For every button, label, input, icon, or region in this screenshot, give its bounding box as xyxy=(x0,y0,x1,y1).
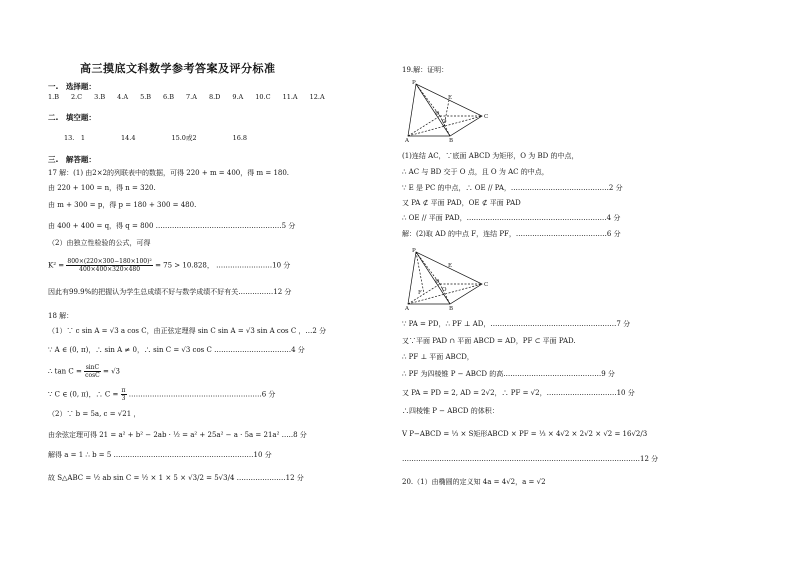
text-line: ∴ OE // 平面 PAD，……………………………………………………4 分 xyxy=(402,214,621,222)
choice-answer-item: 3.B xyxy=(94,93,106,101)
choice-answer-item: 4.A xyxy=(117,93,129,101)
vertex-label: C xyxy=(484,114,489,120)
text-line: 17 解：(1) 由2×2的列联表中的数据，可得 220 + m = 400，得 m = 180. xyxy=(48,169,290,177)
formula-lhs: 故 S△ABC = xyxy=(48,474,92,482)
section-heading-fill: 二. 填空题： xyxy=(48,113,96,122)
vertex-label: A xyxy=(405,138,409,142)
text-line: （2）∵ b = 5a, c = √21 ， xyxy=(48,410,141,418)
choice-answer-item: 10.C xyxy=(255,93,271,101)
formula-rhs: = √3 xyxy=(102,367,120,376)
vertex-label: P xyxy=(412,80,416,86)
vertex-label: D xyxy=(435,279,440,285)
formula-lhs: ∵ C ∈ (0, π)，∴ C = xyxy=(48,390,119,399)
vertex-label: B xyxy=(449,138,454,142)
text-line: 又∵平面 PAD ∩ 平面 ABCD = AD，PF ⊂ 平面 PAD. xyxy=(402,337,576,345)
question-heading: 19.解：证明： xyxy=(402,66,449,74)
text-line: ∵ E 是 PC 的中点，∴ OE // PA，……………………………………2 分 xyxy=(402,184,623,192)
choice-answer-item: 5.B xyxy=(140,93,152,101)
text-line: 20.（1）由椭圆的定义知 4a = 4√2，a = √2 xyxy=(402,478,546,486)
fill-answer-item: 16.8 xyxy=(232,134,248,142)
text-line: （1）∵ c sin A = √3 a cos C，由正弦定理得 sin C sin A = √3 sin A cos C ，…2 分 xyxy=(48,327,327,335)
choice-answer-item: 2.C xyxy=(70,93,83,101)
fill-answer-item: 13. 1 xyxy=(64,134,85,142)
section-heading-choice: 一. 选择题： xyxy=(48,82,96,91)
fraction-denominator: 400×400×320×480 xyxy=(79,266,141,273)
choice-answer-item: 1.B xyxy=(48,93,59,101)
vertex-label: E xyxy=(448,95,453,101)
fill-answer-item: 14.4 xyxy=(120,134,136,142)
formula-k2 xyxy=(48,258,290,273)
fraction-denominator: cosC xyxy=(85,372,100,379)
vertex-label: A xyxy=(405,306,409,310)
formula-tan xyxy=(48,364,120,379)
vertex-label: D xyxy=(435,111,440,117)
text-line: (1)连结 AC，∵底面 ABCD 为矩形，O 为 BD 的中点， xyxy=(402,152,579,160)
fraction xyxy=(121,387,127,402)
text-line: ∴ AC 与 BD 交于 O 点，且 O 为 AC 的中点， xyxy=(402,168,549,176)
fraction xyxy=(84,364,101,379)
choice-answer-item: 6.B xyxy=(163,93,175,101)
text-line: 由 220 + 100 = n，得 n = 320. xyxy=(48,184,156,192)
formula-rhs: ½ ab sin C = ½ × 1 × 5 × √3/2 = 5√3/4 …………………12 分 xyxy=(93,474,304,482)
text-line: 由余弦定理可得 21 = a² + b² − 2ab · ½ = a² + 25a² − a · 5a = 21a² …..8 分 xyxy=(48,431,307,439)
vertex-label: E xyxy=(448,263,453,269)
vertex-label: C xyxy=(484,282,489,288)
formula-rhs: = 75 > 10.828， ……………………10 分 xyxy=(155,261,291,270)
text-line: 又 PA ⊄ 平面 PAD，OE ⊄ 平面 PAD xyxy=(402,199,521,207)
pyramid-figure-1 xyxy=(404,80,494,142)
fill-answer-item: 15.0或2 xyxy=(171,134,197,142)
fraction-denominator: 3 xyxy=(121,395,126,402)
text-line: 解得 a = 1 ∴ b = 5 ……………………………………………………10 分 xyxy=(48,451,272,459)
vertex-label: O xyxy=(442,119,447,125)
vertex-label: B xyxy=(449,306,454,310)
text-line: 因此有99.9%的把握认为学生总成绩不好与数学成绩不好有关……………12 分 xyxy=(48,288,292,296)
choice-answer-item: 9.A xyxy=(232,93,244,101)
pyramid-figure-2 xyxy=(404,248,494,310)
fraction-numerator: 800×(220×300−180×100)² xyxy=(67,258,152,265)
choice-answer-item: 12.A xyxy=(309,93,325,101)
text-line: 由 400 + 400 = q，得 q = 800 ………………………………………………5 分 xyxy=(48,222,296,230)
formula-rhs: …………………………………………………6 分 xyxy=(128,390,276,399)
page-title: 高三摸底文科数学参考答案及评分标准 xyxy=(80,62,276,75)
formula-lhs: ∴ tan C = xyxy=(48,367,82,376)
choice-answer-item: 8.D xyxy=(208,93,221,101)
text-line: ∴ PF ⊥ 平面 ABCD， xyxy=(402,353,474,361)
text-line: 解：(2)取 AD 的中点 F，连结 PF，…………………………………6 分 xyxy=(402,230,621,238)
text-line: （2）由独立性检验的公式，可得 xyxy=(48,239,151,247)
formula-area xyxy=(48,474,304,483)
vertex-label: F xyxy=(418,290,422,296)
text-line: ∵ A ∈ (0, π)，∴ sin A ≠ 0，∴ sin C = √3 cos C ……………………………4 分 xyxy=(48,346,305,354)
text-line: ∴ PF 为四棱锥 P − ABCD 的高……………………………………9 分 xyxy=(402,370,615,378)
text-line: …………………………………………………………………………………………12 分 xyxy=(402,455,659,463)
text-line: 由 m + 300 = p，得 p = 180 + 300 = 480. xyxy=(48,201,197,209)
fraction-numerator: sinC xyxy=(85,364,100,371)
choice-answer-item: 7.A xyxy=(186,93,197,101)
text-line: 又 PA = PD = 2, AD = 2√2，∴ PF = √2，…………………………10 分 xyxy=(402,389,635,397)
section-heading-solve: 三. 解答题： xyxy=(48,155,96,164)
vertex-label: P xyxy=(412,248,416,254)
formula-lhs: K² = xyxy=(48,261,65,270)
formula-volume: V P−ABCD = ⅓ × S矩形ABCD × PF = ⅓ × 4√2 × 2√2 × √2 = 16√2/3 xyxy=(402,430,648,438)
text-line: 18 解： xyxy=(48,312,74,320)
text-line: ∴四棱锥 P − ABCD 的体积： xyxy=(402,407,499,415)
choice-answer-item: 11.A xyxy=(282,93,298,101)
fraction xyxy=(66,258,152,273)
fill-answers xyxy=(64,134,283,143)
fraction-numerator: π xyxy=(121,387,126,394)
vertex-label: O xyxy=(442,287,447,293)
formula-angle-c xyxy=(48,387,275,402)
choice-answers xyxy=(48,93,337,102)
text-line: ∵ PA = PD，∴ PF ⊥ AD，………………………………………………7 分 xyxy=(402,320,631,328)
